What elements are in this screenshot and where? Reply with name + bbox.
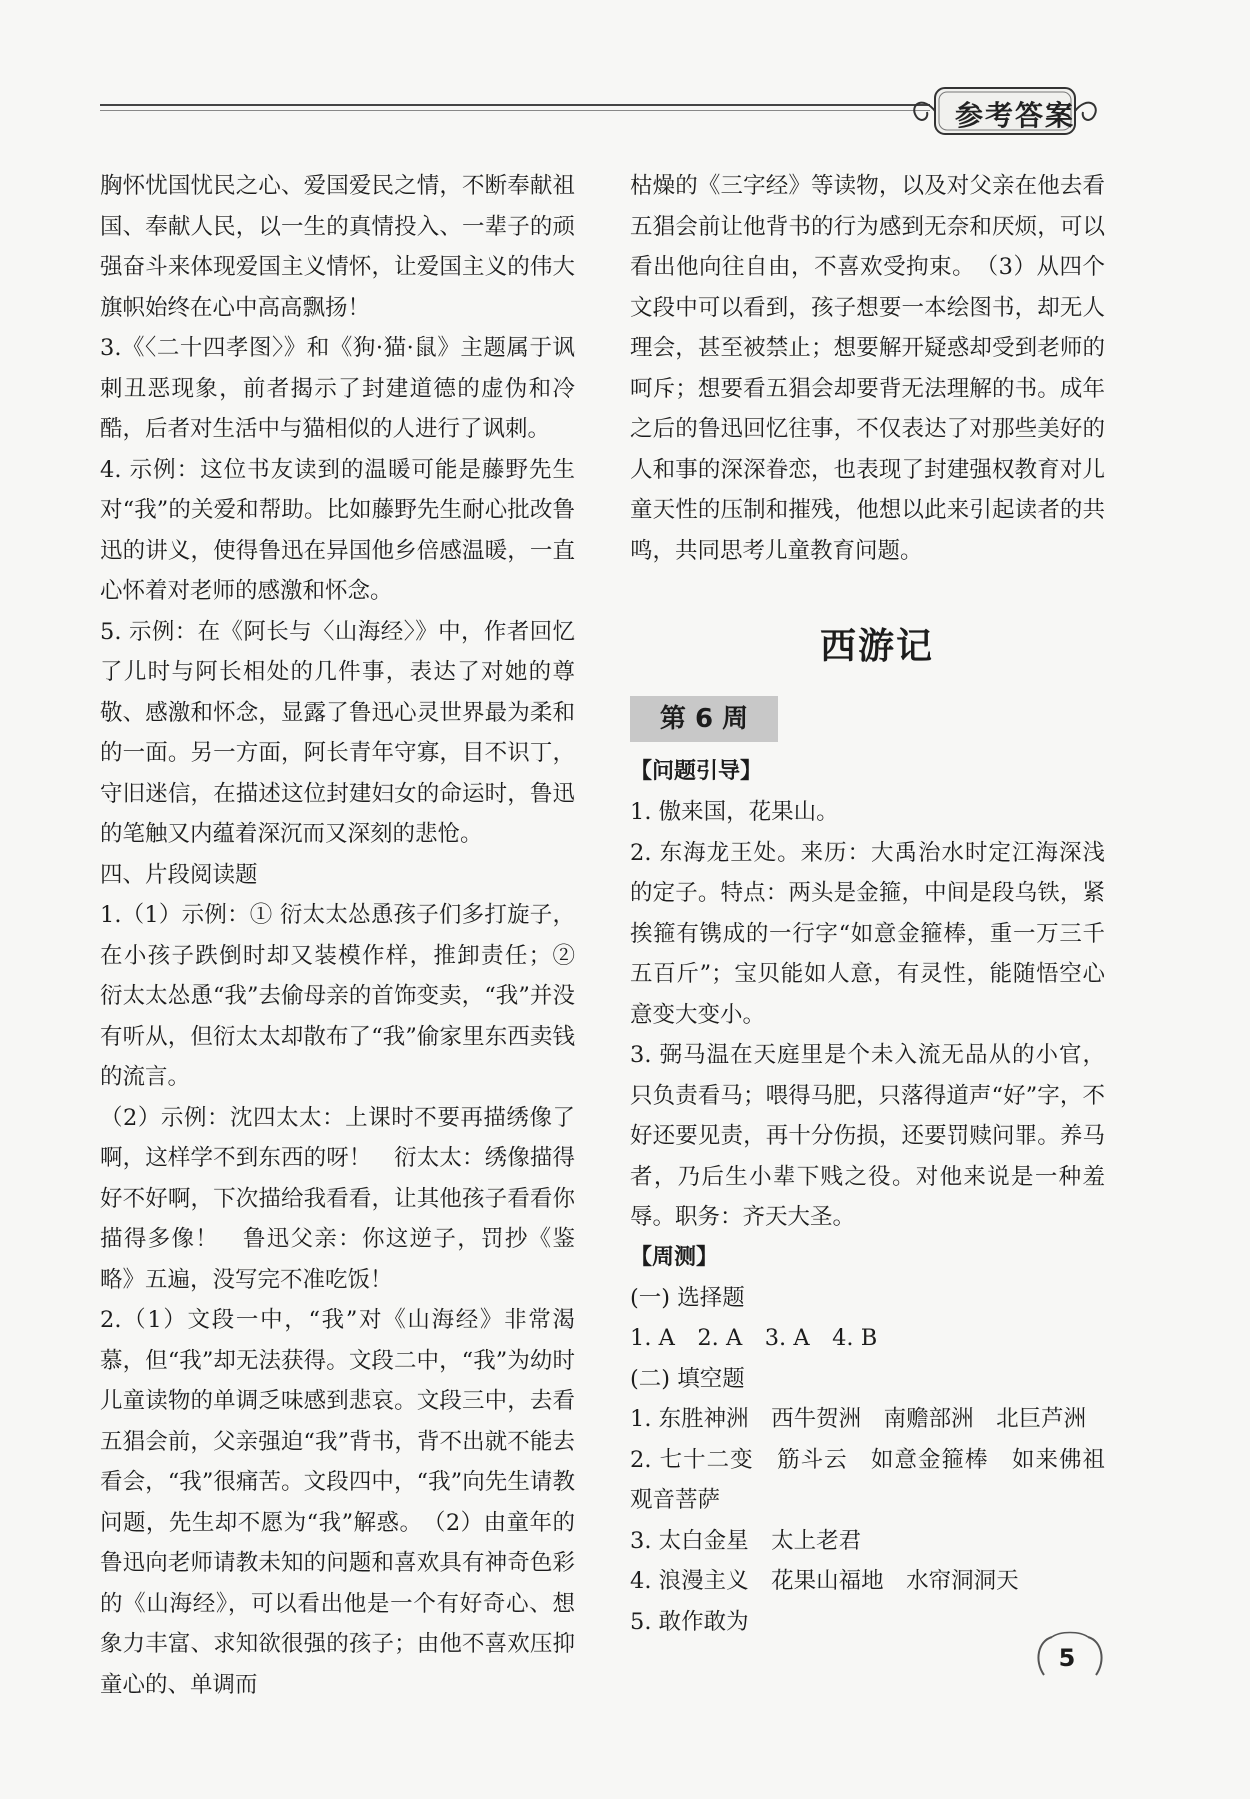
right-paragraph: 枯燥的《三字经》等读物，以及对父亲在他去看五猖会前让他背书的行为感到无奈和厌烦，可以看出他向往自由，不喜欢受拘束。 （3）从四个文段中可以看到，孩子想要一本绘图书，却无人理会，甚至被禁止；想要解开疑惑却受到老师的呵斥；想要看五猖会却要背无法理解的书。成年之后的鲁迅回忆往事，不仅表达了对那些美好的人和事的深深眷恋，也表现了封建强权教育对儿童天性的压制和摧残，他想以此来引起读者的共鸣，共同思考儿童教育问题。 bbox=[630, 173, 1105, 564]
test-item: (一) 选择题 bbox=[630, 1284, 745, 1311]
badge-label: 参考答案 bbox=[955, 99, 1076, 132]
test-item: 2. 七十二变 筋斗云 如意金箍棒 如来佛祖 观音菩萨 bbox=[630, 1446, 1128, 1513]
test-item: (二) 填空题 bbox=[630, 1365, 745, 1392]
guide-item: 3. 弼马温在天庭里是个未入流无品从的小官，只负责看马；喂得马肥，只落得道声“好”字，不好还要见责，再十分伤损，还要罚赎问罪。养马者，乃后生小辈下贱之役。对他来说是一种羞辱。职务：齐天大圣。 bbox=[630, 1042, 1105, 1230]
answer-badge bbox=[905, 82, 1105, 140]
test-item: 4. 浪漫主义 花果山福地 水帘洞洞天 bbox=[630, 1568, 1019, 1594]
left-paragraph: 4. 示例：这位书友读到的温暖可能是藤野先生对“我”的关爱和帮助。比如藤野先生耐心批改鲁迅的讲义，使得鲁迅在异国他乡倍感温暖，一直心怀着对老师的感激和怀念。 bbox=[100, 456, 575, 604]
left-paragraph: 3.《〈二十四孝图〉》和《狗·猫·鼠》主题属于讽刺丑恶现象，前者揭示了封建道德的虚伪和冷酷，后者对生活中与猫相似的人进行了讽刺。 bbox=[100, 335, 575, 442]
header-rule bbox=[100, 104, 930, 106]
test-item: 3. 太白金星 太上老君 bbox=[630, 1527, 862, 1554]
left-column bbox=[100, 166, 575, 1705]
week-label: 第 6 周 bbox=[630, 696, 778, 742]
left-paragraph: 2.（1）文段一中，“我”对《山海经》非常渴慕，但“我”却无法获得。文段二中，“我”为幼时儿童读物的单调乏味感到悲哀。文段三中，去看五猖会前，父亲强迫“我”背书，背不出就不能去看会，“我”很痛苦。文段四中，“我”向先生请教问题，先生却不愿为“我”解惑。 （2）由童年的鲁迅向老师请教未知的问题和喜欢具有神奇色彩的《山海经》，可以看出他是一个有好奇心、想象力丰富、求知欲很强的孩子；由他不喜欢压抑童心的、单调而 bbox=[100, 1307, 575, 1698]
left-paragraph: 5. 示例：在《阿长与〈山海经〉》中，作者回忆了儿时与阿长相处的几件事，表达了对她的尊敬、感激和怀念，显露了鲁迅心灵世界最为柔和的一面。另一方面，阿长青年守寡，目不识丁，守旧迷信，在描述这位封建妇女的命运时，鲁迅的笔触又内蕴着深沉而又深刻的悲怆。 bbox=[100, 618, 575, 847]
right-column-top bbox=[630, 166, 1105, 571]
left-paragraph: （2）示例：沈四太太：上课时不要再描绣像了啊，这样学不到东西的呀！ 衍太太：绣像描得好不好啊，下次描给我看看，让其他孩子看看你描得多像！ 鲁迅父亲：你这逆子，罚抄《鉴略》五遍，没写完不准吃饭！ bbox=[100, 1104, 575, 1293]
guide-heading: 【问题引导】 bbox=[630, 759, 763, 784]
right-column-lower bbox=[630, 752, 1128, 1642]
section-heading: 四、片段阅读题 bbox=[100, 861, 258, 888]
guide-item: 1. 傲来国，花果山。 bbox=[630, 799, 839, 825]
left-paragraph: 胸怀忧国忧民之心、爱国爱民之情，不断奉献祖国、奉献人民，以一生的真情投入、一辈子的顽强奋斗来体现爱国主义情怀，让爱国主义的伟大旗帜始终在心中高高飘扬！ bbox=[100, 173, 575, 321]
test-item: 5. 敢作敢为 bbox=[630, 1608, 749, 1635]
left-paragraph: 1.（1）示例：① 衍太太怂恿孩子们多打旋子，在小孩子跌倒时却又装模作样，推卸责任；② 衍太太怂恿“我”去偷母亲的首饰变卖，“我”并没有听从，但衍太太却散布了“我”偷家里东西卖钱的流言。 bbox=[100, 902, 575, 1090]
page-number: 5 bbox=[1058, 1644, 1076, 1672]
test-item: 1. 东胜神洲 西牛贺洲 南赡部洲 北巨芦洲 bbox=[630, 1406, 1087, 1432]
test-item: 1. A 2. A 3. A 4. B bbox=[630, 1325, 878, 1351]
section-title: 西游记 bbox=[820, 625, 935, 667]
guide-item: 2. 东海龙王处。来历：大禹治水时定江海深浅的定子。特点：两头是金箍，中间是段乌铁，紧挨箍有镌成的一行字“如意金箍棒，重一万三千五百斤”；宝贝能如人意，有灵性，能随悟空心意变大变小。 bbox=[630, 839, 1105, 1028]
test-heading: 【周测】 bbox=[630, 1244, 719, 1270]
header-rule-thin bbox=[100, 110, 930, 111]
